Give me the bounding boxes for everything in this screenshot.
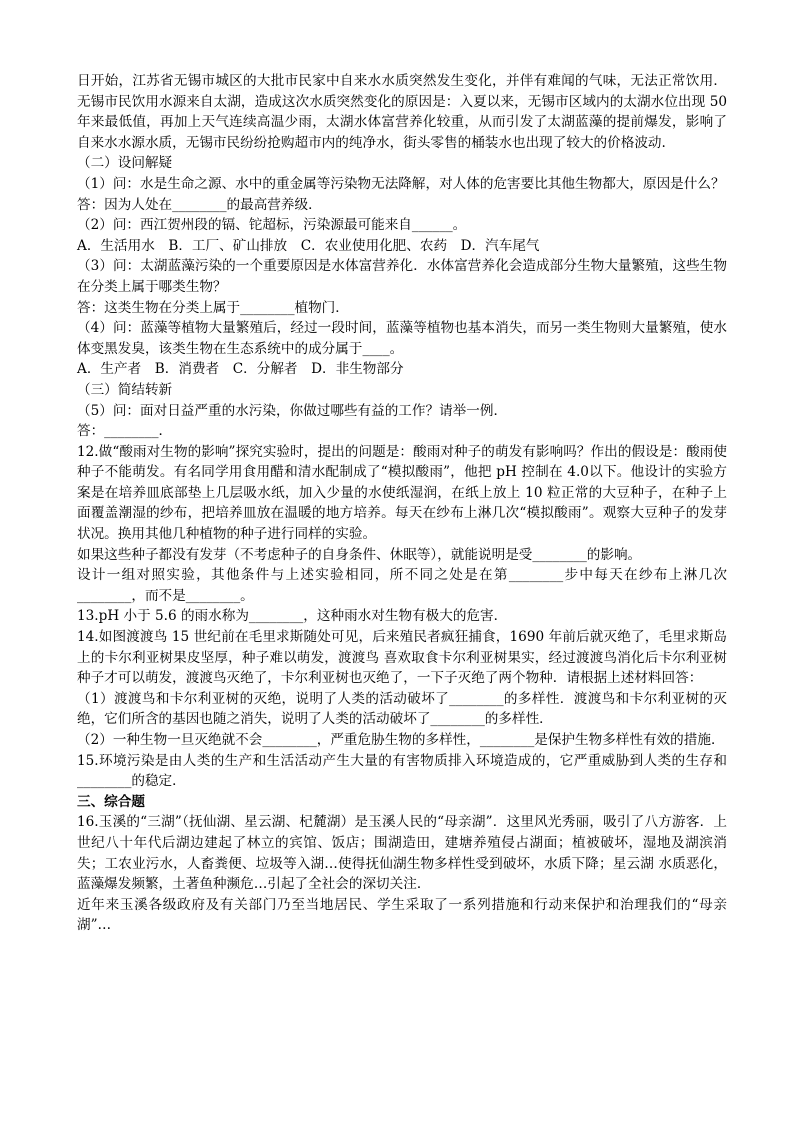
question-15: 15.环境污染是由人类的生产和生活活动产生大量的有害物质排入环境造成的，它严重威胁到人类的生存和________的稳定．: [77, 752, 727, 790]
question-3: （3）问：太湖蓝藻污染的一个重要原因是水体富营养化．水体富营养化会造成部分生物大量繁殖，这些生物在分类上属于哪类生物？: [77, 258, 727, 295]
question-14-part-1: （1）渡渡鸟和卡尔利亚树的灭绝，说明了人类的活动破坏了________的多样性．渡渡鸟和卡尔利亚树的灭绝，它们所含的基因也随之消失，说明了人类的活动破坏了________的多样性．: [77, 690, 727, 728]
intro-paragraph: 日开始，江苏省无锡市城区的大批市民家中自来水水质突然发生变化，并伴有难闻的气味，无法正常饮用．无锡市民饮用水源来自太湖，造成这次水质突然变化的原因是：入夏以来，无锡市区域内的太湖水位出现 50 年来最低值，再加上天气连续高温少雨，太湖水体富营养化较重，从而引发了太湖蓝藻的提前爆发，影响了自来水水源水质，无锡市民纷纷抢购超市内的纯净水，街头零售的桶装水也出现了较大的价格波动.: [77, 73, 732, 151]
question-16: 16.玉溪的“三湖”（抚仙湖、星云湖、杞麓湖）是玉溪人民的“母亲湖”．这里风光秀丽，吸引了八方游客．上世纪八十年代后湖边建起了林立的宾馆、饭店；围湖造田，建塘养殖侵占湖面；植被破坏，湿地及湖滨消失；工农业污水，人畜粪便、垃圾等入湖…使得抚仙湖生物多样性受到破坏，水质下降；星云湖 水质恶化，蓝藻爆发频繁，土著鱼种濒危…引起了全社会的深切关注．: [77, 814, 727, 893]
question-12: 12.做“酸雨对生物的影响”探究实验时，提出的问题是：酸雨对种子的萌发有影响吗？作出的假设是：酸雨使种子不能萌发。有名同学用食用醋和清水配制成了“模拟酸雨”，他把 pH 控制在 4.0以下。他设计的实验方案是在培养皿底部垫上几层吸水纸，加入少量的水使纸湿润，在纸上放上 10 粒正常的大豆种子，在种子上面覆盖潮湿的纱布，把培养皿放在温暖的地方培养。每天在纱布上淋几次“模拟酸雨”。观察大豆种子的发芽状况。换用其他几种植物的种子进行同样的实验。: [77, 443, 727, 543]
answer-5: 答：________．: [77, 423, 173, 440]
question-13: 13.pH 小于 5.6 的雨水称为________，这种雨水对生物有极大的危害．: [77, 608, 508, 625]
question-14: 14.如图渡渡鸟 15 世纪前在毛里求斯随处可见，后来殖民者疯狂捕食，1690 年前后就灭绝了，毛里求斯岛上的卡尔利亚树果皮坚厚，种子难以萌发，渡渡鸟 喜欢取食卡尔利亚树果实，经过渡渡鸟消化后卡尔利亚树种子才可以萌发，渡渡鸟灭绝了，卡尔利亚树也灭绝了，一下子灭绝了两个物种．请根据上述材料回答：: [77, 629, 727, 687]
question-12-part-a: 如果这些种子都没有发芽（不考虑种子的自身条件、休眠等），就能说明是受________的影响。: [77, 546, 642, 563]
answer-3: 答：这类生物在分类上属于________植物门．: [77, 299, 349, 316]
question-12-part-b: 设计一组对照实验，其他条件与上述实验相同，所不同之处是在第________步中每天在纱布上淋几次________，而不是________。: [77, 567, 727, 604]
section-heading: （二）设问解疑: [77, 155, 173, 172]
question-14-part-2: （2）一种生物一旦灭绝就不会________，严重危胁生物的多样性，________是保护生物多样性有效的措施．: [77, 732, 725, 748]
answer-1: 答：因为人处在________的最高营养级．: [77, 196, 322, 213]
options-4: A．生产者 B．消费者 C．分解者 D．非生物部分: [77, 361, 404, 378]
question-2: （2）问：西江贺州段的镉、铊超标，污染源最可能来自______。: [77, 217, 467, 234]
document-page: [77, 71, 732, 936]
question-4: （4）问：蓝藻等植物大量繁殖后，经过一段时间，蓝藻等植物也基本消失，而另一类生物则大量繁殖，使水体变黑发臭，该类生物在生态系统中的成分属于____。: [77, 320, 727, 357]
section-title: 三、综合题: [77, 793, 145, 810]
question-5: （5）问：面对日益严重的水污染，你做过哪些有益的工作？请举一例．: [77, 402, 508, 419]
question-1: （1）问：水是生命之源、水中的重金属等污染物无法降解，对人体的危害要比其他生物都大，原因是什么？: [77, 175, 725, 192]
section-heading: （三）简结转新: [77, 381, 173, 398]
question-16-continued: 近年来玉溪各级政府及有关部门乃至当地居民、学生采取了一系列措施和行动来保护和治理我们的“母亲湖”…: [77, 896, 727, 934]
options-2: A．生活用水 B．工厂、矿山排放 C．农业使用化肥、农药 D．汽车尾气: [77, 237, 540, 254]
